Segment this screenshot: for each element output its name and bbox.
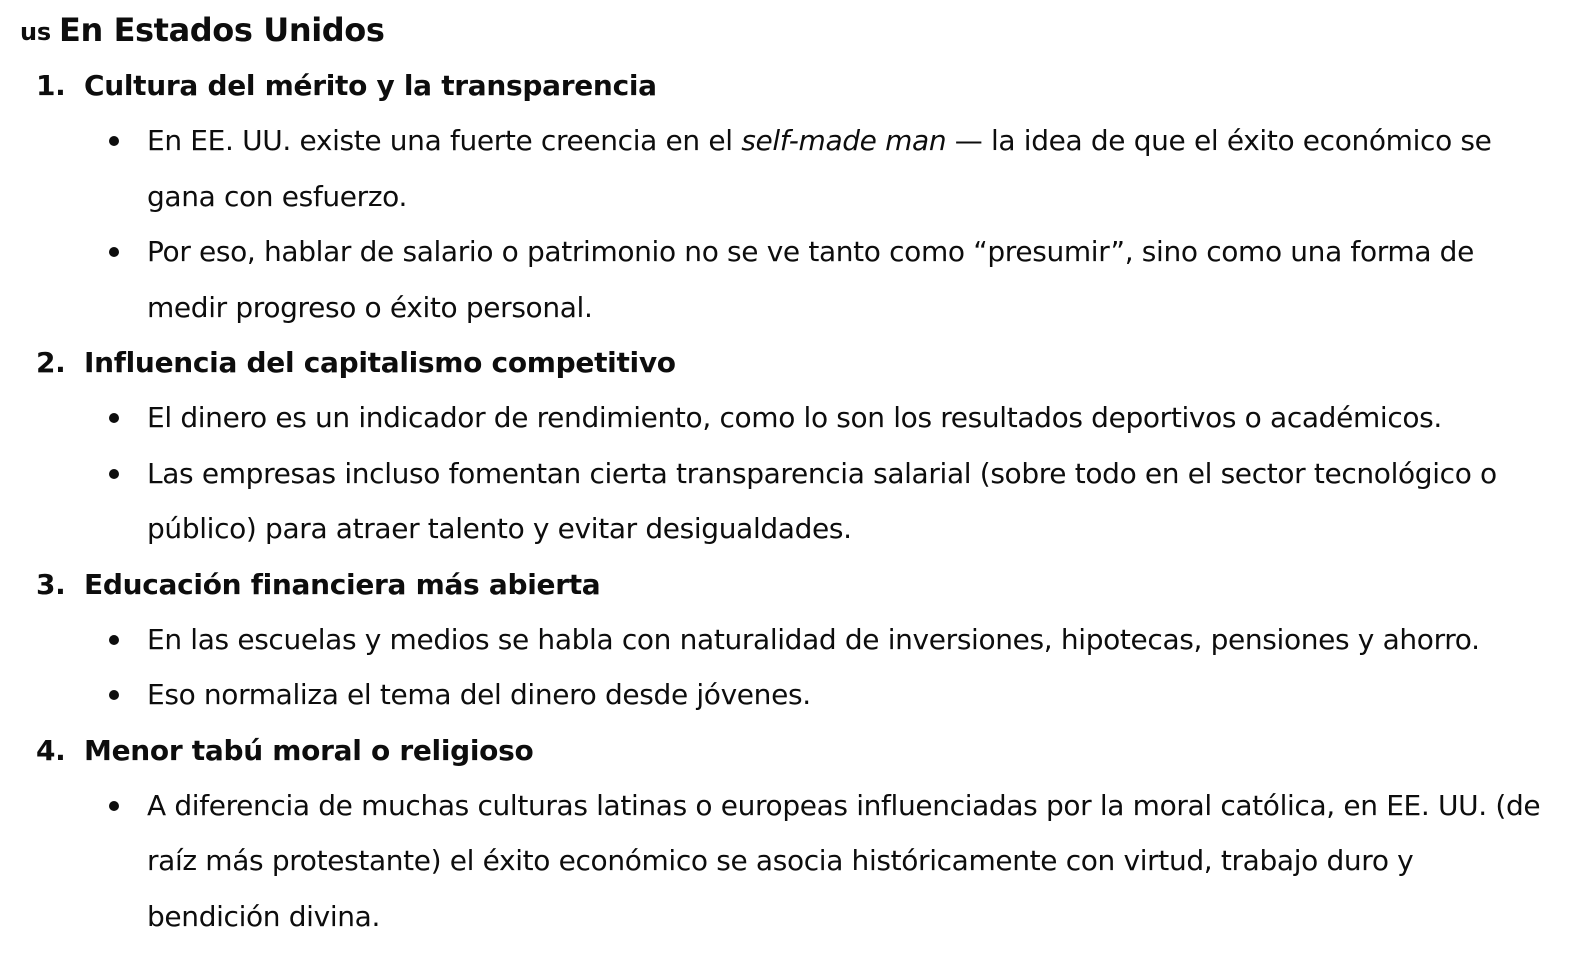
bullet-dot-icon [109, 413, 119, 423]
bullet-item [20, 113, 1587, 224]
bullet-text: Eso normaliza el tema del dinero desde jóvenes. [147, 678, 811, 711]
bullet-dot-icon [109, 469, 119, 479]
section-title-text: Menor tabú moral o religioso [84, 733, 534, 767]
bullet-text: En EE. UU. existe una fuerte creencia en el [147, 124, 742, 157]
bullet-text: Las empresas incluso fomentan cierta transparencia salarial (sobre todo en el sector tecnológico o público) para atraer talento y evitar desigualdades. [147, 456, 1497, 545]
section-title [20, 58, 1587, 113]
section-number: 1. [36, 69, 66, 102]
heading-text: En Estados Unidos [58, 11, 385, 49]
list-item-section [20, 58, 1587, 335]
numbered-list [20, 58, 1587, 944]
bullet-item [20, 667, 1587, 723]
bullet-dot-icon [109, 801, 119, 811]
list-item-section [20, 723, 1587, 945]
bullet-text-emphasis: self-made man [741, 124, 947, 157]
section-title-text: Cultura del mérito y la transparencia [84, 69, 657, 102]
bullet-item [20, 778, 1587, 945]
bullet-list [20, 113, 1587, 335]
bullet-text: El dinero es un indicador de rendimiento, como lo son los resultados deportivos o académicos. [147, 401, 1442, 434]
bullet-list [20, 778, 1587, 945]
section-title-text: Influencia del capitalismo competitivo [84, 346, 676, 379]
us-flag-icon: us [20, 18, 51, 46]
bullet-item [20, 224, 1587, 335]
bullet-dot-icon [109, 247, 119, 257]
bullet-dot-icon [109, 136, 119, 146]
bullet-text: En las escuelas y medios se habla con naturalidad de inversiones, hipotecas, pensiones y ahorro. [147, 622, 1480, 656]
section-heading [20, 0, 1587, 58]
section-title [20, 723, 1587, 778]
section-number: 3. [36, 567, 66, 601]
section-title [20, 335, 1587, 390]
bullet-item [20, 446, 1587, 557]
bullet-list [20, 612, 1587, 723]
bullet-dot-icon [109, 690, 119, 700]
list-item-section [20, 557, 1587, 723]
bullet-item [20, 390, 1587, 446]
list-item-section [20, 335, 1587, 557]
section-title-text: Educación financiera más abierta [84, 567, 601, 601]
section-number: 2. [36, 346, 66, 379]
bullet-item [20, 612, 1587, 668]
bullet-text: A diferencia de muchas culturas latinas o europeas influenciadas por la moral católica, en EE. UU. (de raíz más protestante) el éxito económico se asocia históricamente con virtud, trabajo duro y bendición divina. [147, 788, 1541, 933]
bullet-dot-icon [109, 635, 119, 645]
bullet-text-continued: — la idea de que el éxito económico se gana con esfuerzo. [147, 124, 1492, 213]
section-number: 4. [36, 733, 66, 767]
bullet-text: Por eso, hablar de salario o patrimonio no se ve tanto como “presumir”, sino como una forma de medir progreso o éxito personal. [147, 235, 1474, 324]
section-title [20, 557, 1587, 612]
bullet-list [20, 390, 1587, 557]
